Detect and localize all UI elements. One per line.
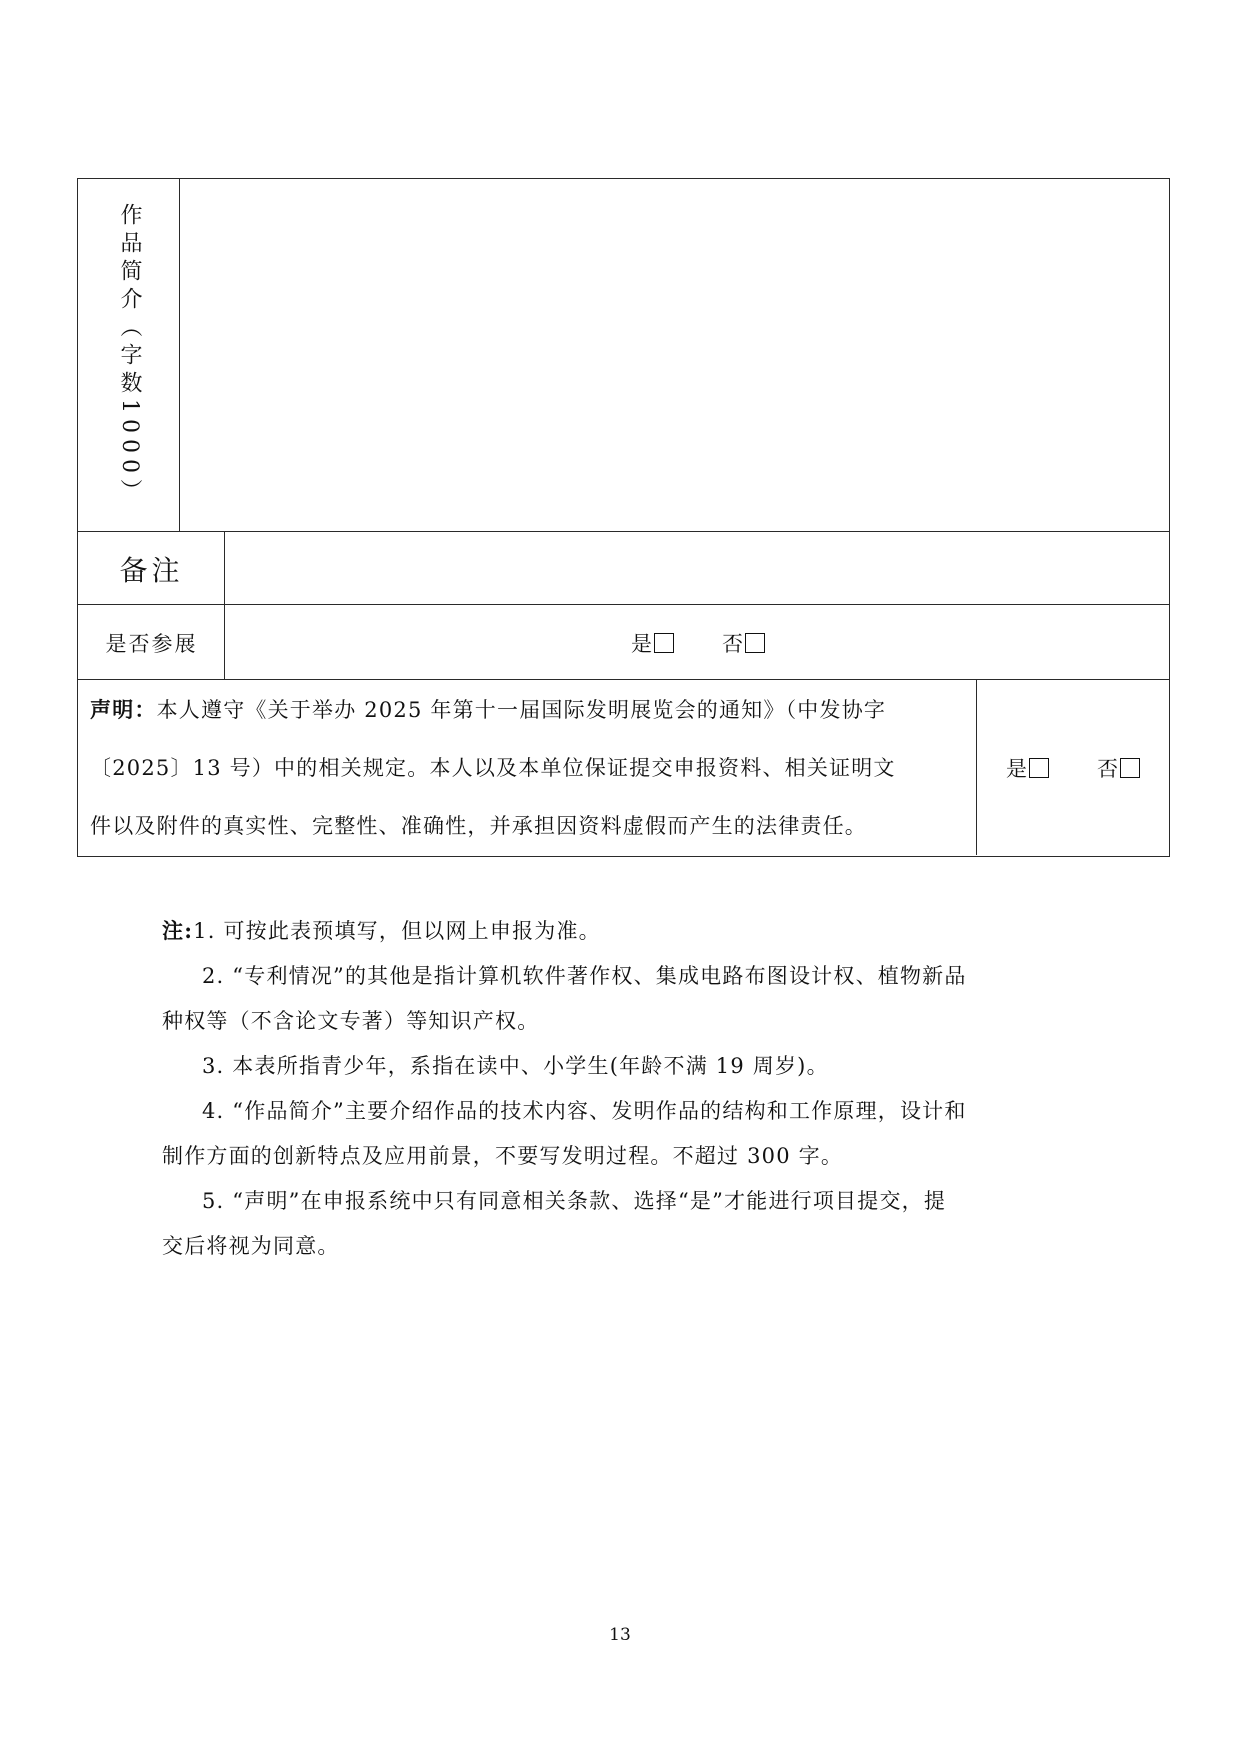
note-4b: 制作方面的创新特点及应用前景，不要写发明过程。不超过 300 字。 (162, 1144, 844, 1168)
note-4a: 4. “作品简介”主要介绍作品的技术内容、发明作品的结构和工作原理，设计和 (202, 1099, 967, 1123)
intro-label: 作品简介（字数1000） (117, 203, 142, 507)
exhibit-no-label: 否 (722, 631, 743, 656)
row-divider (78, 679, 1169, 680)
declaration-lead: 声明： (90, 697, 157, 722)
note-5b: 交后将视为同意。 (162, 1234, 340, 1258)
application-form-table (77, 178, 1170, 857)
page-number: 13 (609, 1625, 631, 1645)
note-2b: 种权等（不含论文专著）等知识产权。 (162, 1009, 540, 1033)
declaration-yes-checkbox[interactable] (1029, 758, 1049, 778)
row-divider (78, 531, 1169, 532)
intro-content-field[interactable] (181, 179, 1169, 530)
note-3: 3. 本表所指青少年，系指在读中、小学生(年龄不满 19 周岁)。 (202, 1054, 829, 1078)
intro-label-cell (78, 179, 180, 531)
note-5a: 5. “声明”在申报系统中只有同意相关条款、选择“是”才能进行项目提交，提 (202, 1189, 947, 1213)
row-divider (78, 604, 1169, 605)
note-1 (162, 916, 601, 946)
declaration-line-1: 本人遵守《关于举办 2025 年第十一届国际发明展览会的通知》（中发协字 (156, 698, 887, 722)
exhibit-yes-option[interactable] (631, 628, 674, 658)
remark-label: 备注 (119, 554, 184, 587)
declaration-yes-label: 是 (1006, 757, 1027, 781)
declaration-line-3: 件以及附件的真实性、完整性、准确性，并承担因资料虚假而产生的法律责任。 (90, 814, 867, 838)
notes-lead: 注: (162, 918, 194, 943)
declaration-options (977, 681, 1169, 855)
note-1-text: 1. 可按此表预填写，但以网上申报为准。 (193, 919, 601, 943)
exhibit-yes-label: 是 (631, 631, 652, 656)
declaration-yes-option[interactable] (1006, 753, 1049, 783)
exhibit-no-checkbox[interactable] (745, 633, 765, 653)
declaration-no-checkbox[interactable] (1120, 758, 1140, 778)
exhibit-yes-checkbox[interactable] (654, 633, 674, 653)
declaration-text (90, 681, 1040, 855)
declaration-no-option[interactable] (1097, 753, 1140, 783)
declaration-no-label: 否 (1097, 757, 1118, 781)
remark-field[interactable] (226, 533, 1169, 604)
note-2a: 2. “专利情况”的其他是指计算机软件著作权、集成电路布图设计权、植物新品 (202, 964, 967, 988)
declaration-line-2: 〔2025〕13 号）中的相关规定。本人以及本单位保证提交申报资料、相关证明文 (90, 756, 896, 780)
exhibit-label: 是否参展 (105, 631, 198, 656)
exhibit-options (227, 606, 1169, 679)
exhibit-no-option[interactable] (722, 628, 765, 658)
